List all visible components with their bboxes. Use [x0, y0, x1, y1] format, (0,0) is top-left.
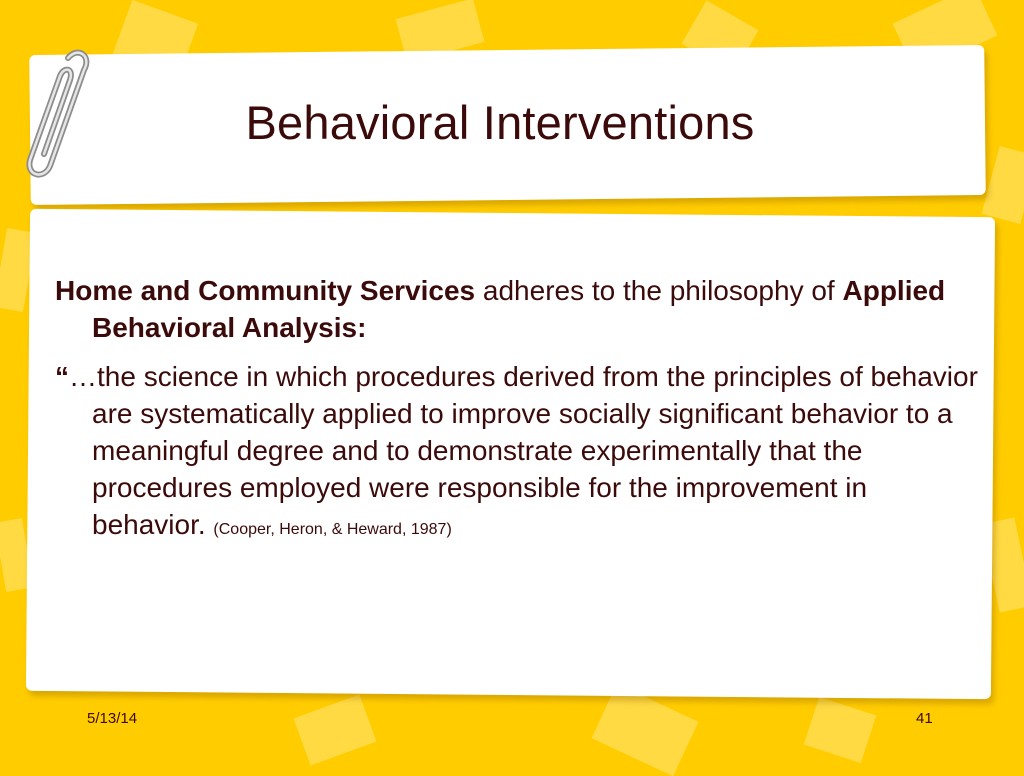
- philosophy-text: adheres to the philosophy of: [475, 275, 843, 306]
- slide-number: 41: [916, 710, 933, 727]
- citation: (Cooper, Heron, & Heward, 1987): [213, 521, 452, 538]
- confetti-shape: [982, 146, 1024, 224]
- aba-term: Applied Behavioral Analysis:: [92, 275, 946, 343]
- definition-paragraph: [55, 358, 985, 548]
- confetti-shape: [294, 695, 377, 766]
- definition-quote: …the science in which procedures derived from the principles of behavior are systematically applied to improve socially significant behavior to a meaningful degree and to demonstrate experimentally that the procedures employed were responsible for the improvement in behavior.: [69, 361, 978, 540]
- open-quote: “: [55, 361, 69, 392]
- confetti-shape: [592, 684, 699, 776]
- organization-name: Home and Community Services: [55, 275, 476, 306]
- footer-date: 5/13/14: [87, 710, 138, 727]
- philosophy-paragraph: [55, 272, 985, 346]
- paperclip-icon: [20, 38, 90, 183]
- confetti-shape: [804, 697, 877, 763]
- slide-body: [55, 272, 985, 560]
- slide-title[interactable]: Behavioral Interventions: [245, 96, 755, 149]
